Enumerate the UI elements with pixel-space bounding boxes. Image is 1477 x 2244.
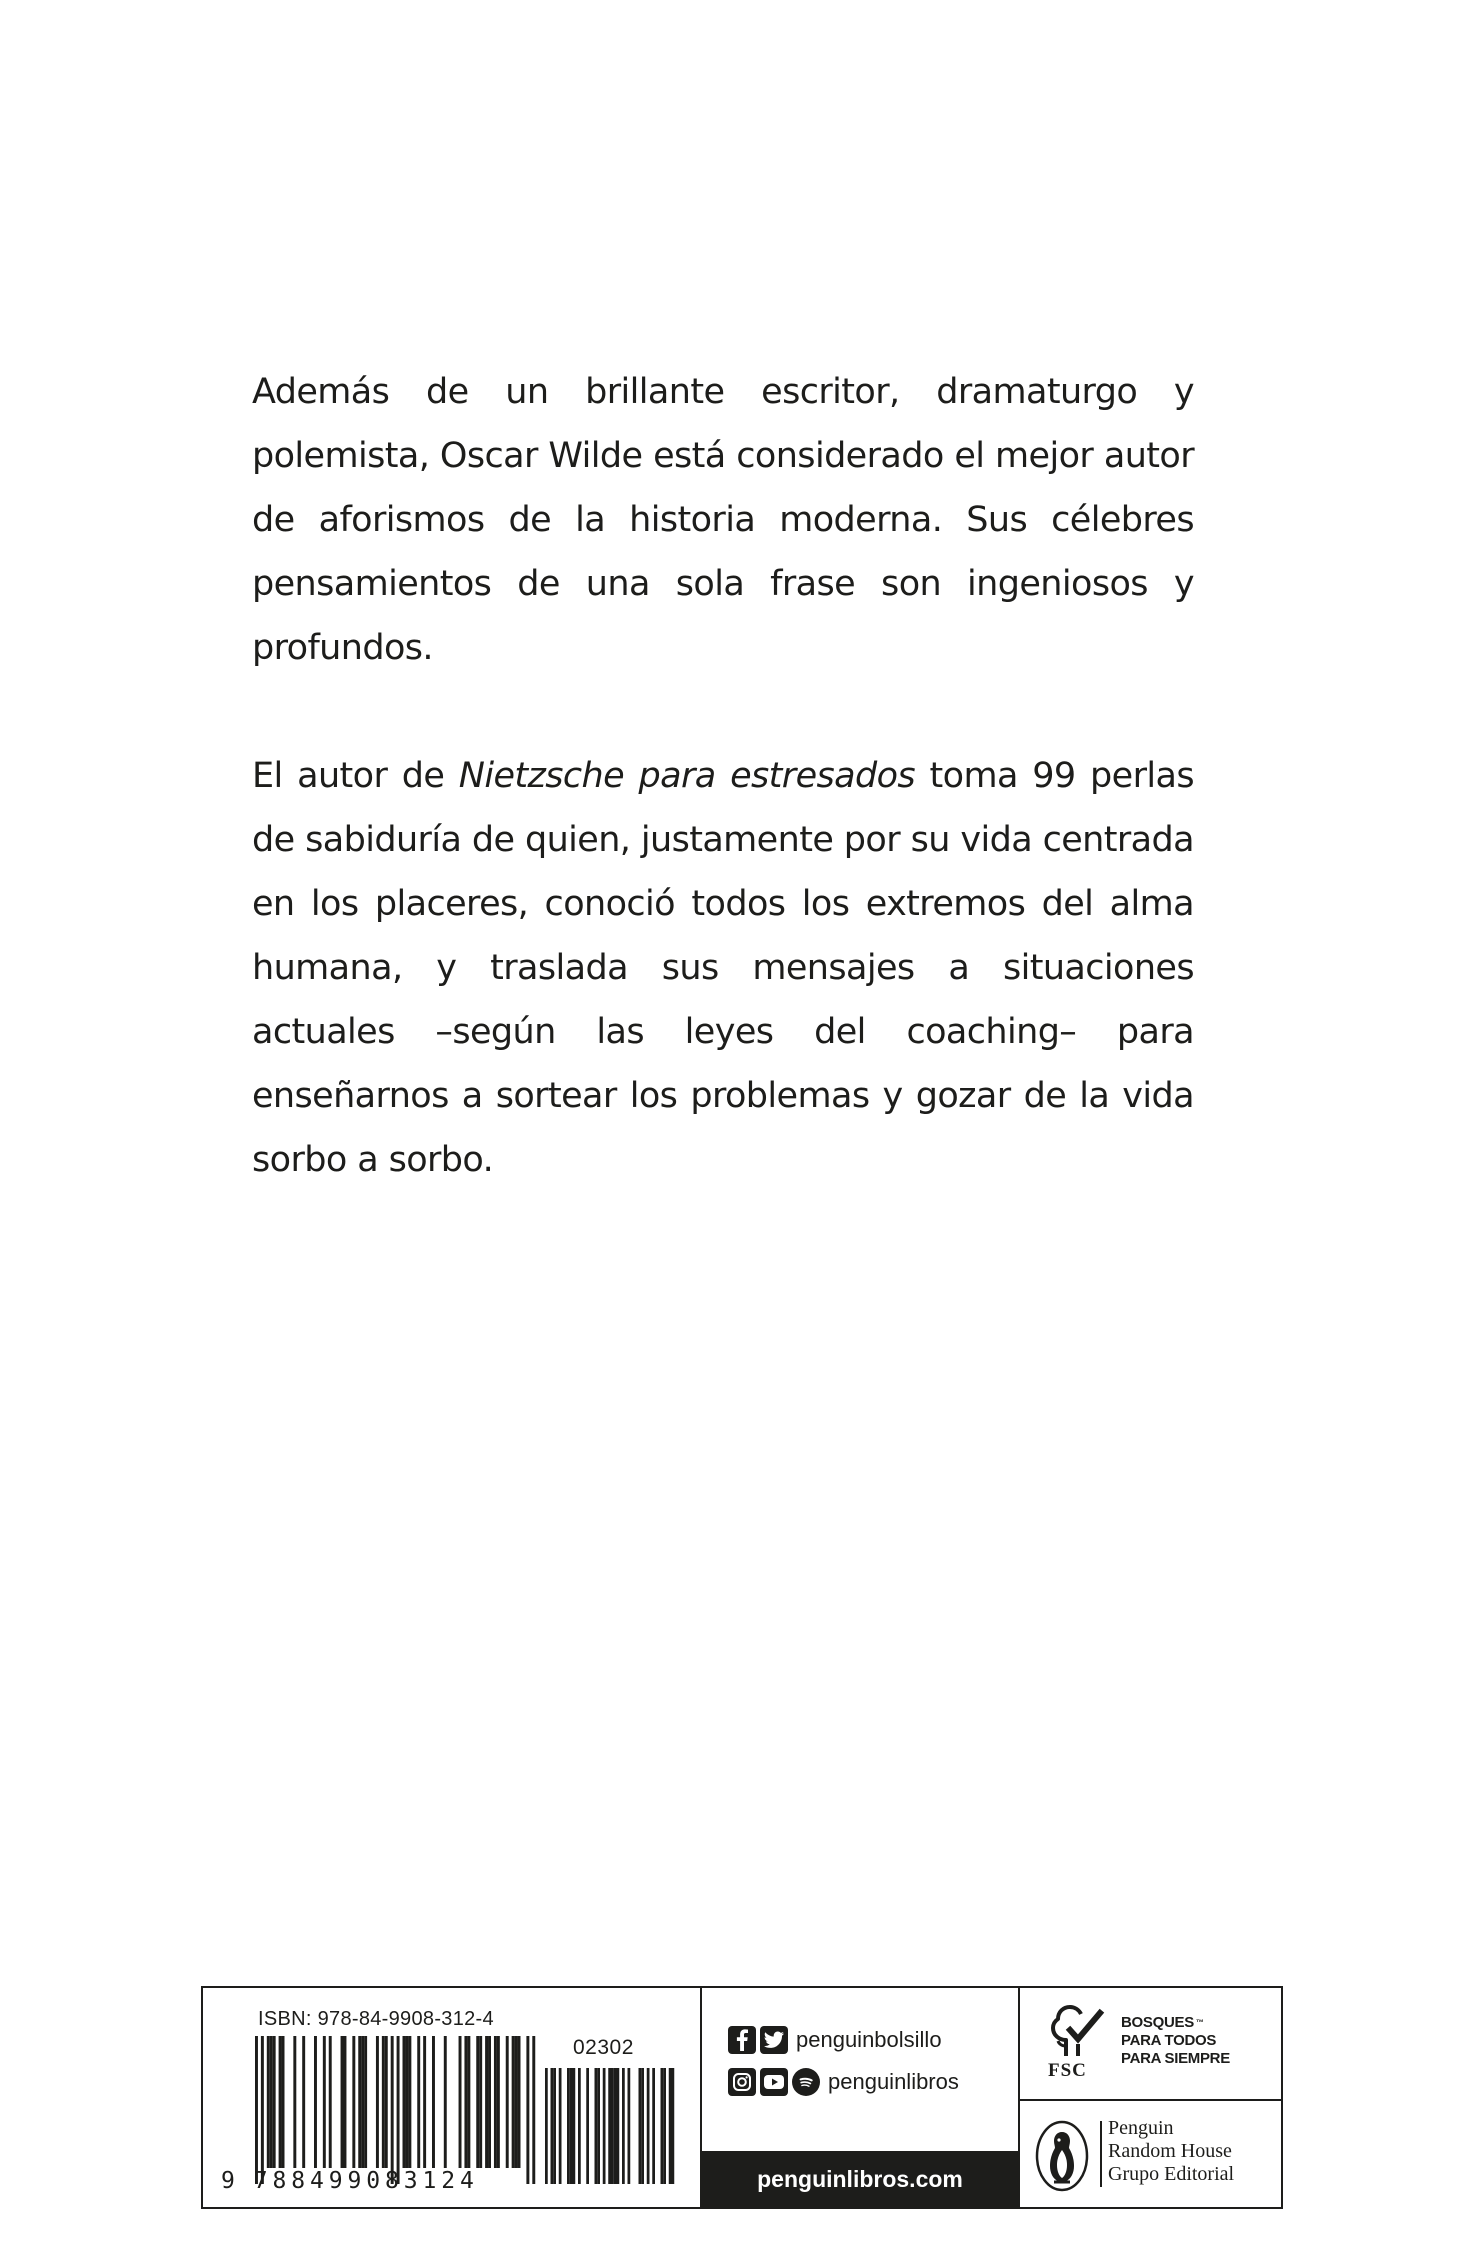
addon-bar <box>567 2068 570 2184</box>
barcode-bar <box>479 2036 482 2168</box>
barcode-bar <box>444 2036 447 2168</box>
barcode-bar <box>273 2036 276 2168</box>
barcode-bar <box>323 2036 326 2168</box>
barcode-bar <box>255 2036 258 2184</box>
addon-bar <box>661 2068 664 2184</box>
barcode-bar <box>397 2036 400 2184</box>
fsc-label: FSC <box>1048 2060 1087 2081</box>
book-title-reference: Nietzsche para estresados <box>458 756 916 796</box>
facebook-icon[interactable] <box>728 2026 756 2054</box>
addon-bar <box>647 2068 650 2184</box>
barcode-bar <box>391 2036 394 2184</box>
addon-bar <box>652 2068 655 2184</box>
publisher-line-3: Grupo Editorial <box>1108 2163 1235 2185</box>
barcode-bar <box>385 2036 388 2168</box>
spotify-icon[interactable] <box>792 2068 820 2096</box>
barcode-digits <box>221 2168 479 2194</box>
barcode-bar <box>532 2036 535 2184</box>
trademark-mark: ™ <box>1195 2018 1204 2027</box>
handle-penguinbolsillo[interactable]: penguinbolsillo <box>796 2027 942 2052</box>
barcode-bar <box>488 2036 491 2168</box>
publisher-line-2: Random House <box>1108 2140 1232 2162</box>
addon-bar <box>608 2068 611 2184</box>
addon-bar <box>669 2068 672 2184</box>
barcode-bar <box>302 2036 305 2168</box>
ean-barcode <box>255 2036 537 2186</box>
addon-bar <box>617 2068 620 2184</box>
barcode-bar <box>270 2036 273 2168</box>
blurb-paragraph-1: Además de un brillante escritor, dramaturgo y polemista, Oscar Wilde está considerado el mejor autor de aforismos de la historia moderna. Sus célebres pensamientos de una sola frase son ingeniosos y profundos. <box>252 372 1194 668</box>
social-row-libros <box>728 2068 959 2096</box>
handle-penguinlibros[interactable]: penguinlibros <box>828 2069 959 2094</box>
barcode-bar <box>464 2036 467 2168</box>
barcode-bar <box>485 2036 488 2168</box>
fsc-block <box>1020 1988 1281 2101</box>
addon-bar <box>551 2068 554 2184</box>
barcode-lead-digit: 9 <box>221 2168 240 2194</box>
barcode-bar <box>497 2036 500 2168</box>
addon-bar <box>641 2068 644 2184</box>
addon-bar <box>628 2068 631 2184</box>
social-row-bolsillo <box>728 2026 942 2054</box>
fsc-slogan <box>1121 2014 1230 2068</box>
barcode-bar <box>459 2036 462 2168</box>
barcode-bar <box>282 2036 285 2168</box>
barcode-bar <box>279 2036 282 2168</box>
fsc-slogan-line-3: PARA SIEMPRE <box>1121 2050 1230 2067</box>
barcode-bar <box>432 2036 435 2168</box>
addon-bar <box>559 2068 562 2184</box>
penguin-logo-icon <box>1034 2119 1090 2193</box>
barcode-bar <box>361 2036 364 2168</box>
addon-bar <box>573 2068 576 2184</box>
social-panel <box>702 1988 1020 2207</box>
blurb-p2-body: toma 99 perlas de sabiduría de quien, justamente por su vida centrada en los placeres, conoció todos los extremos del alma humana, y traslada sus mensajes a situaciones actuales –según las leyes del coaching– para enseñarnos a sortear los problemas y gozar de la vida sorbo a sorbo. <box>252 756 1195 1180</box>
barcode-bar <box>405 2036 408 2168</box>
barcode-bar <box>267 2036 270 2168</box>
barcode-bar <box>518 2036 521 2168</box>
price-code: 02302 <box>573 2036 634 2059</box>
addon-bar <box>614 2068 617 2184</box>
barcode-bar <box>526 2036 529 2184</box>
isbn-label: ISBN: 978-84-9908-312-4 <box>258 2008 494 2030</box>
barcode-number: 788499083124 <box>253 2168 479 2194</box>
addon-bar <box>672 2068 675 2184</box>
fsc-tree-check-icon <box>1044 2000 1106 2058</box>
fsc-slogan-line-2: PARA TODOS <box>1121 2032 1217 2049</box>
barcode-bar <box>293 2036 296 2168</box>
barcode-bar <box>423 2036 426 2168</box>
barcode-bar <box>467 2036 470 2168</box>
addon-bar <box>586 2068 589 2184</box>
addon-bar <box>639 2068 642 2184</box>
barcode-bar <box>358 2036 361 2168</box>
addon-bar <box>603 2068 606 2184</box>
imprint-box <box>201 1986 1283 2209</box>
barcode-bar <box>408 2036 411 2168</box>
barcode-bar <box>515 2036 518 2168</box>
addon-bar <box>595 2068 598 2184</box>
addon-bar <box>545 2068 548 2184</box>
barcode-panel <box>203 1988 702 2207</box>
back-cover-blurb <box>252 360 1194 1192</box>
brand-panel <box>1020 1988 1281 2207</box>
addon-barcode <box>545 2068 675 2186</box>
barcode-bar <box>476 2036 479 2168</box>
publisher-wordmark <box>1108 2117 1234 2186</box>
blurb-paragraph-2 <box>252 744 1194 1192</box>
barcode-bar <box>494 2036 497 2168</box>
barcode-bar <box>341 2036 344 2168</box>
publisher-divider <box>1100 2121 1102 2187</box>
addon-bar <box>570 2068 573 2184</box>
addon-bar <box>663 2068 666 2184</box>
publisher-block <box>1020 2101 1281 2207</box>
barcode-bar <box>352 2036 355 2168</box>
youtube-icon[interactable] <box>760 2068 788 2096</box>
barcode-bar <box>512 2036 515 2168</box>
blurb-p2-intro: El autor de <box>252 756 459 796</box>
barcode-bar <box>376 2036 379 2168</box>
addon-bar <box>622 2068 625 2184</box>
addon-bar <box>578 2068 581 2184</box>
publisher-line-1: Penguin <box>1108 2117 1174 2139</box>
barcode-bar <box>344 2036 347 2168</box>
barcode-bar <box>314 2036 317 2168</box>
twitter-icon[interactable] <box>760 2026 788 2054</box>
barcode-bar <box>364 2036 367 2168</box>
barcode-bar <box>329 2036 332 2168</box>
barcode-bar <box>403 2036 406 2168</box>
addon-bar <box>597 2068 600 2184</box>
barcode-bar <box>261 2036 264 2184</box>
instagram-icon[interactable] <box>728 2068 756 2096</box>
fsc-slogan-line-1: BOSQUES <box>1121 2014 1194 2031</box>
barcode-bar <box>506 2036 509 2168</box>
barcode-bar <box>417 2036 420 2168</box>
barcode-bar <box>382 2036 385 2168</box>
website-link[interactable]: penguinlibros.com <box>702 2151 1018 2207</box>
addon-bar <box>611 2068 614 2184</box>
addon-bar <box>553 2068 556 2184</box>
